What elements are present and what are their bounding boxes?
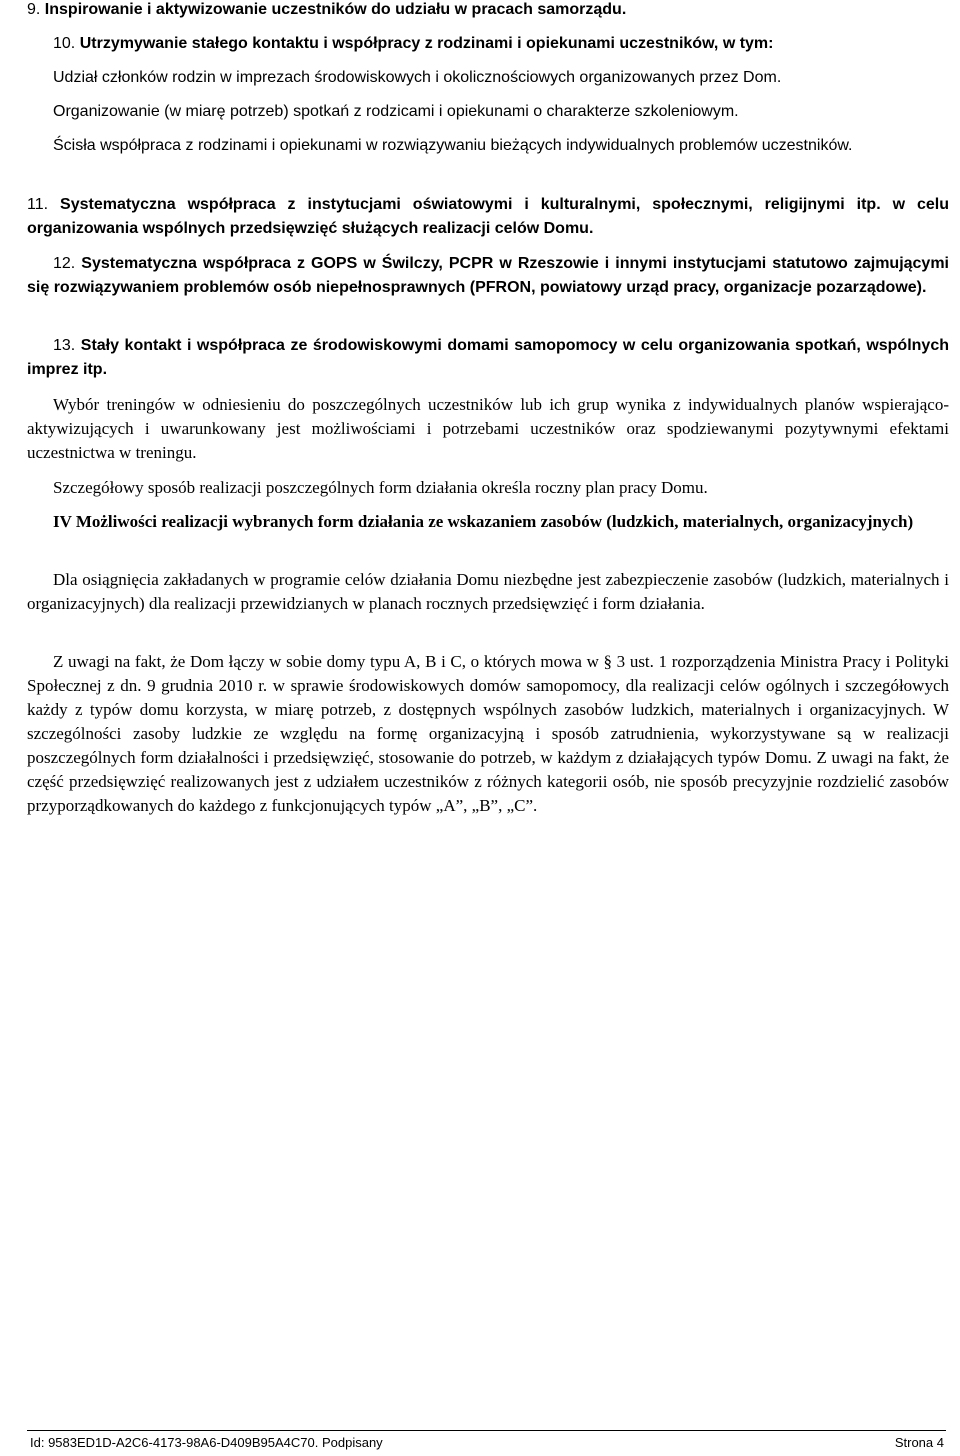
list-item-12: [27, 252, 949, 300]
list-number: 9.: [27, 1, 41, 18]
paragraph-training-selection: Wybór treningów w odniesieniu do poszczególnych uczestników lub ich grup wynika z indywidualnych planów wspierająco-aktywizujących i uwarunkowany jest możliwościami i potrzebami uczestników oraz spodziewanymi pozytywnymi efektami uczestnictwa w treningu.: [27, 395, 949, 462]
list-item-13: [27, 334, 949, 382]
list-item-text: Systematyczna współpraca z instytucjami oświatowymi i kulturalnymi, społecznymi, religijnymi itp. w celu organizowania wspólnych przedsięwzięć służących realizacji celów Domu.: [27, 196, 949, 237]
page-number: Strona 4: [894, 1435, 944, 1450]
list-item-10: [53, 32, 953, 56]
list-item-11: [27, 193, 949, 241]
paragraph-shared-resources: Z uwagi na fakt, że Dom łączy w sobie domy typu A, B i C, o których mowa w § 3 ust. 1 rozporządzenia Ministra Pracy i Polityki Społecznej z dn. 9 grudnia 2010 r. w sprawie środowiskowych domów samopomocy, dla realizacji celów ogólnych i szczegółowych każdy z typów domu korzysta, w miarę potrzeb, z dostępnych wspólnych zasobów ludzkich, materialnych i organizacyjnych. W szczególności zasoby ludzkie ze względu na formę organizacyjną i sposób zatrudnienia, wykorzystywane są w realizacji poszczególnych form działalności i przedsięwzięć, stosowanie do potrzeb, w każdym z działających typów Domu. Z uwagi na fakt, że część przedsięwzięć realizowanych jest z udziałem uczestników z różnych kategorii osób, nie sposób precyzyjnie rozdzielić zasobów przyporządkowanych do każdego z funkcjonujących typów „A”, „B”, „C”.: [27, 652, 949, 815]
sub-item-cooperation: Ścisła współpraca z rodzinami i opiekunami w rozwiązywaniu bieżących indywidualnych problemów uczestników.: [53, 137, 853, 154]
page-footer: [30, 1434, 944, 1452]
list-item-text: Utrzymywanie stałego kontaktu i współpracy z rodzinami i opiekunami uczestników, w tym:: [79, 35, 774, 52]
sub-item-family-events: Udział członków rodzin w imprezach środowiskowych i okolicznościowych organizowanych przez Dom.: [53, 69, 782, 86]
list-number: 12.: [53, 255, 76, 272]
section-heading-iv: IV Możliwości realizacji wybranych form działania ze wskazaniem zasobów (ludzkich, materialnych, organizacyjnych): [53, 512, 914, 531]
list-number: 13.: [53, 337, 76, 354]
footer-rule: [27, 1430, 946, 1431]
list-item-text: Systematyczna współpraca z GOPS w Świlczy, PCPR w Rzeszowie i innymi instytucjami statutowo zajmującymi się rozwiązywaniem problemów osób niepełnosprawnych (PFRON, powiatowy urząd pracy, organizacje pozarządowe).: [27, 255, 950, 296]
list-item-text: Stały kontakt i współpraca ze środowiskowymi domami samopomocy w celu organizowania spotkań, wspólnych imprez itp.: [27, 337, 949, 378]
list-item-9: [27, 0, 947, 22]
list-item-text: Inspirowanie i aktywizowanie uczestników do udziału w pracach samorządu.: [44, 1, 627, 18]
list-number: 11.: [27, 196, 49, 213]
document-id: Id: 9583ED1D-A2C6-4173-98A6-D409B95A4C70. Podpisany: [30, 1435, 383, 1450]
sub-item-trainings: Organizowanie (w miarę potrzeb) spotkań z rodzicami i opiekunami o charakterze szkoleniowym.: [53, 103, 739, 120]
list-number: 10.: [53, 35, 76, 52]
paragraph-resources-need: Dla osiągnięcia zakładanych w programie celów działania Domu niezbędne jest zabezpieczenie zasobów (ludzkich, materialnych i organizacyjnych) dla realizacji przewidzianych w planach rocznych przedsięwzięć i form działania.: [27, 570, 949, 613]
paragraph-detailed-plan: Szczegółowy sposób realizacji poszczególnych form działania określa roczny plan pracy Domu.: [53, 478, 708, 497]
